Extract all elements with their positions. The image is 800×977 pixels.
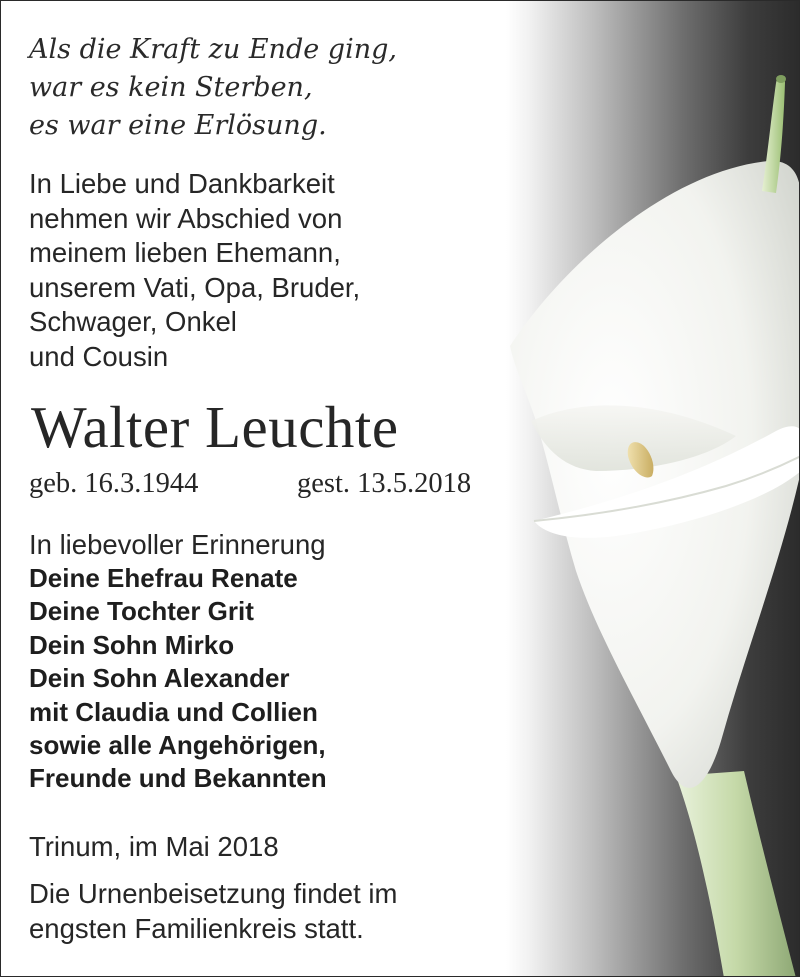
life-dates bbox=[29, 467, 472, 501]
birth-date: geb. 16.3.1944 bbox=[29, 468, 199, 499]
calla-lily-image bbox=[506, 1, 800, 977]
verse-line: war es kein Sterben, bbox=[29, 72, 313, 103]
intro-line: unserem Vati, Opa, Bruder, bbox=[29, 271, 361, 303]
mourner-line: Dein Sohn Mirko bbox=[29, 629, 235, 660]
verse-line: Als die Kraft zu Ende ging, bbox=[29, 34, 397, 65]
deceased-name: Walter Leuchte bbox=[31, 394, 399, 460]
mourner-line: Deine Tochter Grit bbox=[29, 596, 254, 627]
mourner-line: Deine Ehefrau Renate bbox=[29, 563, 298, 593]
mourner-line: mit Claudia und Collien bbox=[29, 696, 318, 727]
farewell-intro bbox=[29, 167, 360, 374]
intro-line: Schwager, Onkel bbox=[29, 306, 237, 337]
death-date: gest. 13.5.2018 bbox=[297, 468, 472, 499]
place-and-date: Trinum, im Mai 2018 bbox=[29, 831, 279, 862]
mourner-line: sowie alle Angehörigen, bbox=[29, 730, 326, 761]
verse-line: es war eine Erlösung. bbox=[29, 110, 327, 141]
intro-line: meinem lieben Ehemann, bbox=[29, 237, 341, 268]
intro-line: In Liebe und Dankbarkeit bbox=[29, 168, 335, 199]
intro-line: nehmen wir Abschied von bbox=[29, 202, 343, 234]
mourner-line: Freunde und Bekannten bbox=[29, 763, 327, 794]
memory-line: In liebevoller Erinnerung bbox=[29, 529, 326, 560]
burial-line: engsten Familienkreis statt. bbox=[29, 912, 364, 944]
burial-line: Die Urnenbeisetzung findet im bbox=[29, 878, 398, 909]
mourner-line: Dein Sohn Alexander bbox=[29, 663, 290, 694]
burial-notice bbox=[29, 877, 397, 946]
memorial-verse bbox=[29, 31, 397, 145]
intro-line: und Cousin bbox=[29, 340, 169, 372]
mourners-list bbox=[29, 562, 327, 796]
